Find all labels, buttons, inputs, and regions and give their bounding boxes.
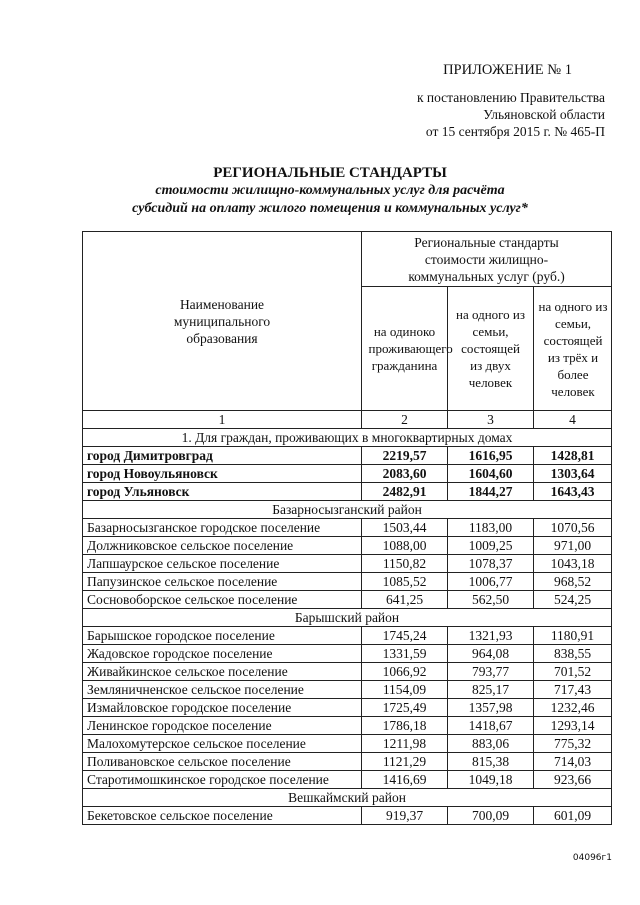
title-main: РЕГИОНАЛЬНЫЕ СТАНДАРТЫ bbox=[213, 165, 447, 181]
footer-code: 04096г1 bbox=[572, 853, 612, 863]
title-sub-1: стоимости жилищно-коммунальных услуг для расчёта bbox=[155, 183, 505, 198]
table-row: Бекетовское сельское поселение 919,37 700,09 601,09 bbox=[83, 807, 612, 825]
decree-reference bbox=[417, 89, 605, 140]
colnum-2: 2 bbox=[362, 411, 448, 429]
title-sub-2: субсидий на оплату жилого помещения и коммунальных услуг* bbox=[132, 201, 528, 216]
table-row: Ленинское городское поселение 1786,18 1418,67 1293,14 bbox=[83, 717, 612, 735]
appendix-label: ПРИЛОЖЕНИЕ № 1 bbox=[443, 62, 572, 78]
table-row: Должниковское сельское поселение 1088,00 1009,25 971,00 bbox=[83, 537, 612, 555]
colnum-1: 1 bbox=[83, 411, 362, 429]
table-row: Лапшаурское сельское поселение 1150,82 1078,37 1043,18 bbox=[83, 555, 612, 573]
header-col-three: на одного из семьи, состоящей из трёх и более человек bbox=[534, 287, 612, 411]
table-row: Сосновоборское сельское поселение 641,25 562,50 524,25 bbox=[83, 591, 612, 609]
decree-line-3: от 15 сентября 2015 г. № 465-П bbox=[425, 124, 605, 139]
colnum-3: 3 bbox=[448, 411, 534, 429]
header-col-two: на одного из семьи, состоящей из двух человек bbox=[448, 287, 534, 411]
table-row-city: город Ульяновск 2482,91 1844,27 1643,43 bbox=[83, 483, 612, 501]
district-heading: Вешкаймский район bbox=[83, 789, 612, 807]
decree-line-1: к постановлению Правительства bbox=[416, 90, 605, 105]
column-numbers-row bbox=[83, 411, 612, 429]
standards-table bbox=[82, 231, 612, 825]
section-heading: 1. Для граждан, проживающих в многоквартирных домах bbox=[83, 429, 612, 447]
header-name: Наименование муниципального образования bbox=[83, 232, 362, 411]
decree-line-2: Ульяновской области bbox=[483, 107, 605, 122]
table-row: Живайкинское сельское поселение 1066,92 793,77 701,52 bbox=[83, 663, 612, 681]
table-row: Малохомутерское сельское поселение 1211,98 883,06 775,32 bbox=[83, 735, 612, 753]
table-row: Измайловское городское поселение 1725,49 1357,98 1232,46 bbox=[83, 699, 612, 717]
table-row: Поливановское сельское поселение 1121,29 815,38 714,03 bbox=[83, 753, 612, 771]
table-row: Барышское городское поселение 1745,24 1321,93 1180,91 bbox=[83, 627, 612, 645]
table-row-city: город Димитровград 2219,57 1616,95 1428,81 bbox=[83, 447, 612, 465]
header-col-single: на одиноко проживающего гражданина bbox=[362, 287, 448, 411]
table-row: Земляничненское сельское поселение 1154,09 825,17 717,43 bbox=[83, 681, 612, 699]
table-row: Базарносызганское городское поселение 1503,44 1183,00 1070,56 bbox=[83, 519, 612, 537]
table-row: Старотимошкинское городское поселение 1416,69 1049,18 923,66 bbox=[83, 771, 612, 789]
table-row-city: город Новоульяновск 2083,60 1604,60 1303,64 bbox=[83, 465, 612, 483]
table-row: Жадовское городское поселение 1331,59 964,08 838,55 bbox=[83, 645, 612, 663]
district-heading: Базарносызганский район bbox=[83, 501, 612, 519]
header-row-1 bbox=[83, 232, 612, 287]
table-row: Папузинское сельское поселение 1085,52 1006,77 968,52 bbox=[83, 573, 612, 591]
document-title bbox=[60, 164, 600, 218]
header-group: Региональные стандарты стоимости жилищно-коммунальных услуг (руб.) bbox=[362, 232, 612, 287]
district-heading: Барышский район bbox=[83, 609, 612, 627]
colnum-4: 4 bbox=[534, 411, 612, 429]
